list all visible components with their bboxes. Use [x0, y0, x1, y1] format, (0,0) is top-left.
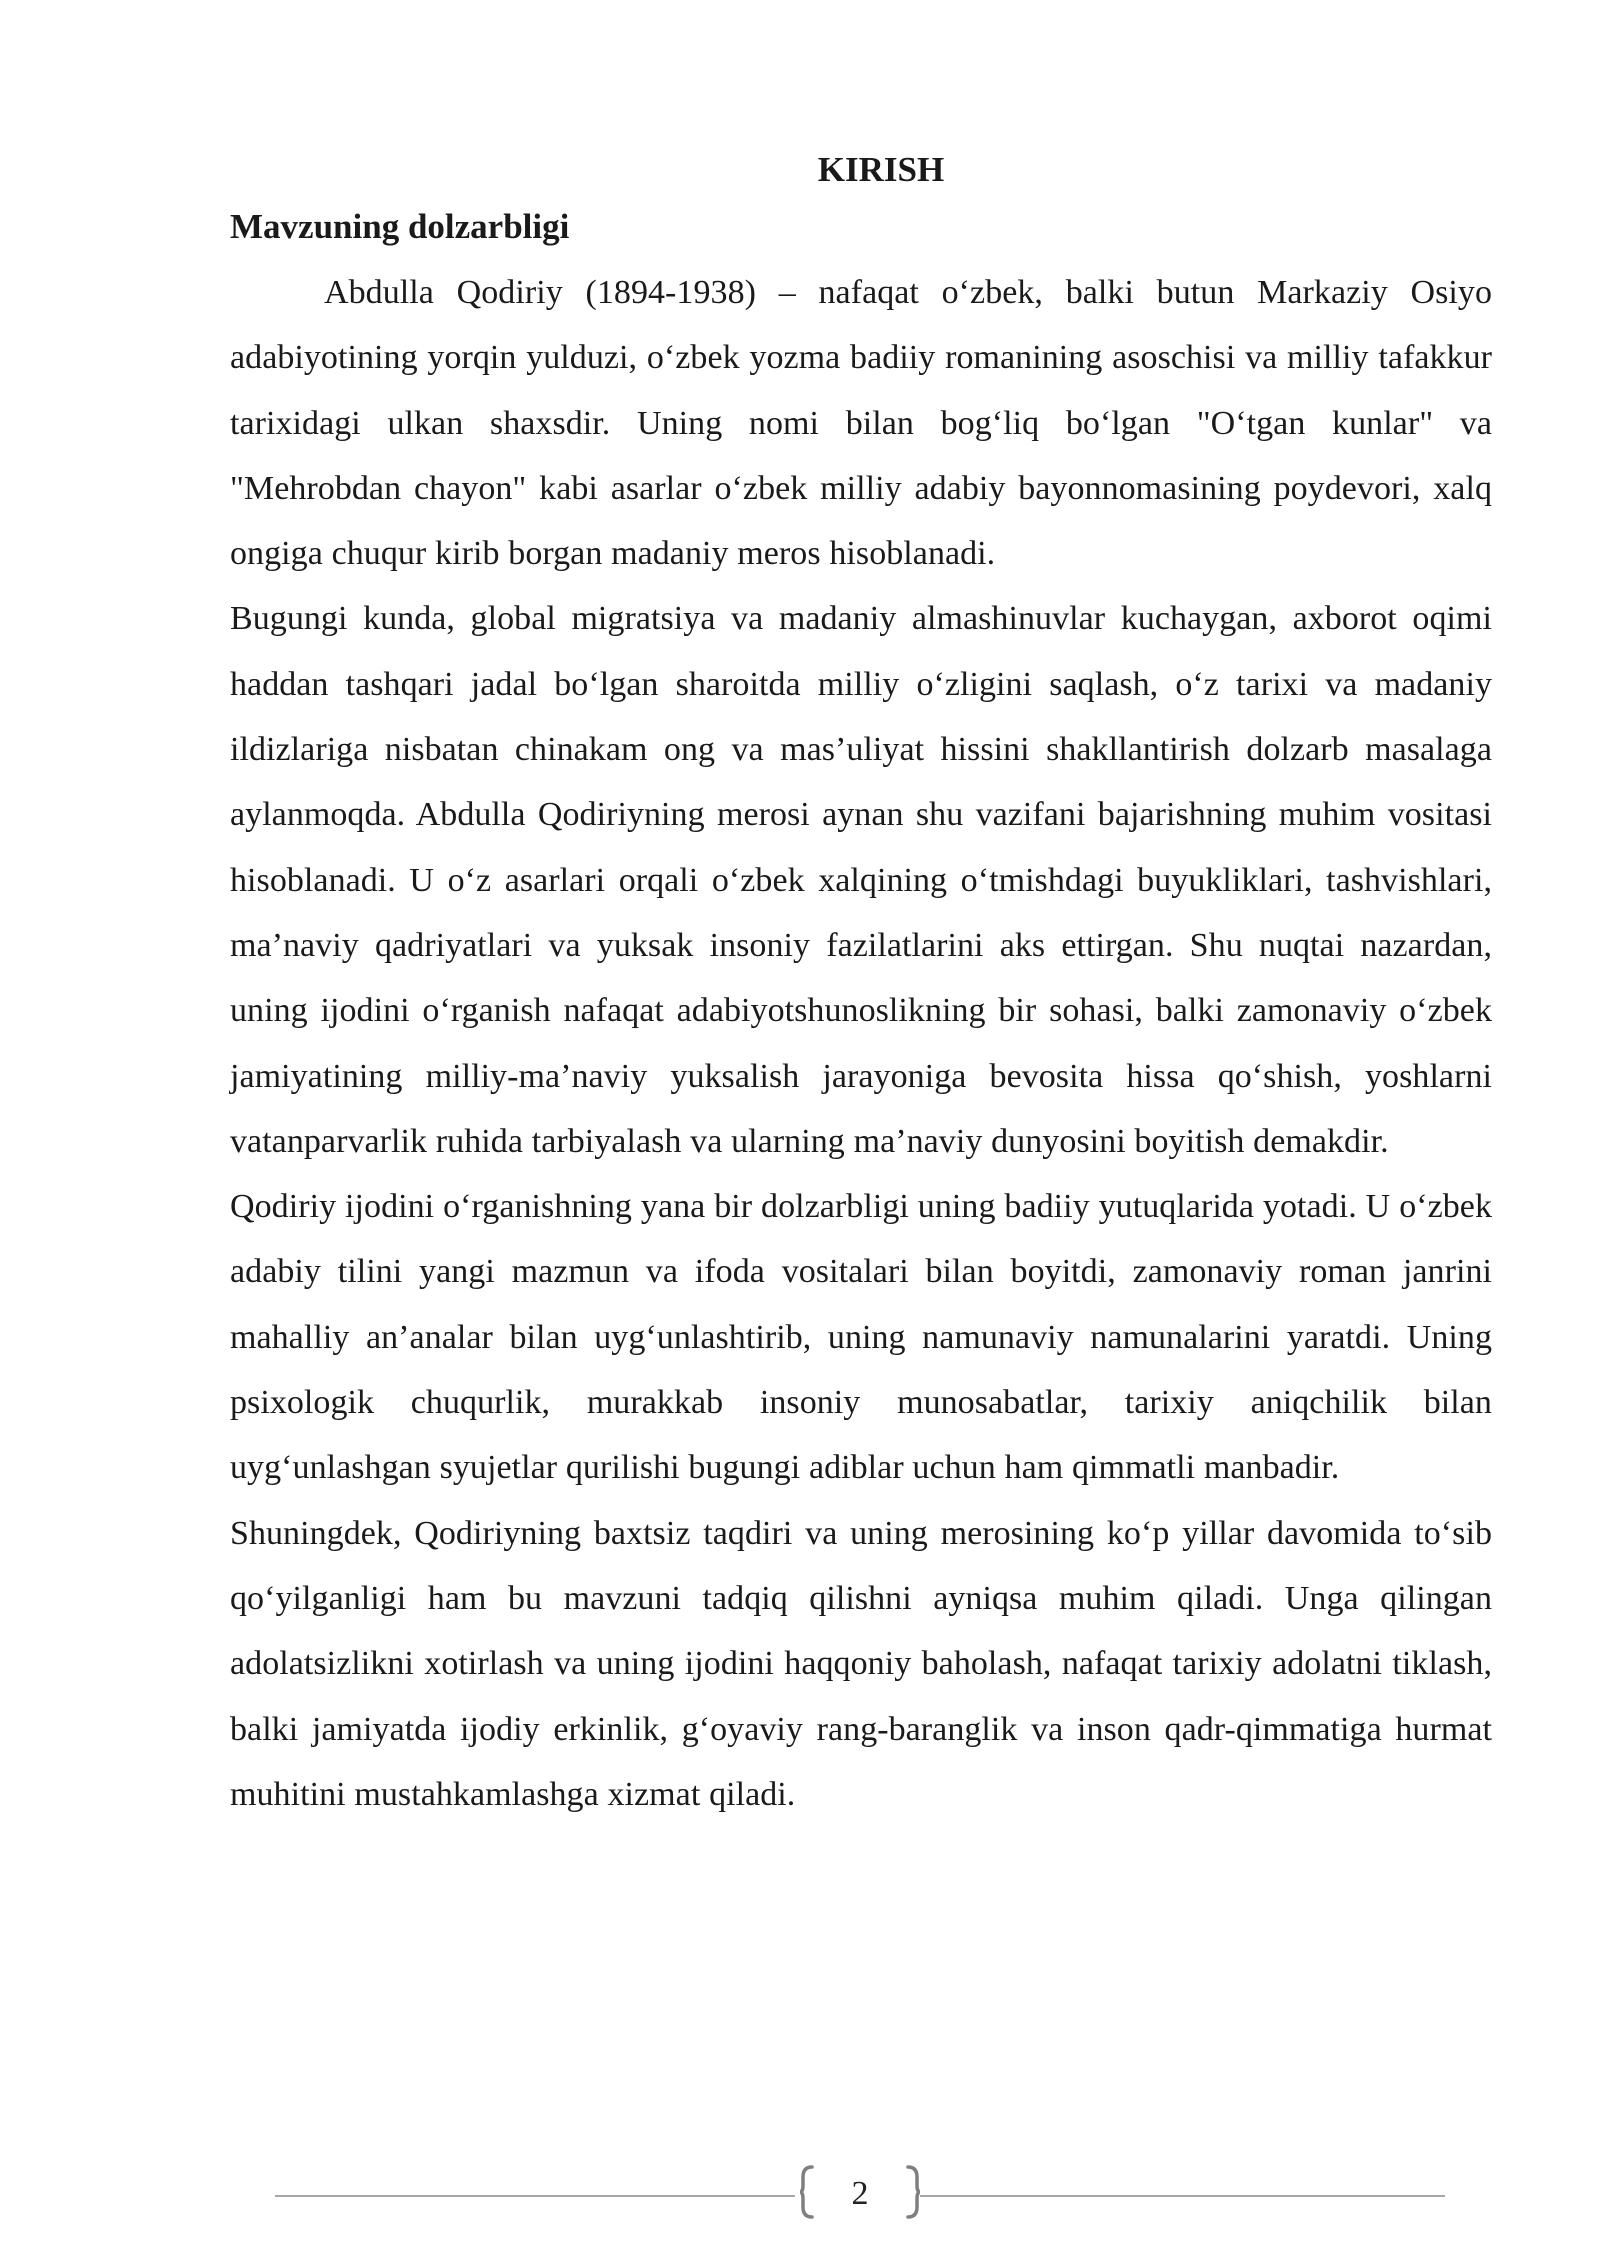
- right-bracket-icon: [905, 2165, 921, 2219]
- footer-rule-right: [920, 2195, 1445, 2197]
- footer-rule-left: [275, 2195, 795, 2197]
- page-content: [230, 140, 1492, 1827]
- page-title: KIRISH: [817, 150, 945, 189]
- paragraph-1: Abdulla Qodiriy (1894-1938) – nafaqat o‘zbek, balki butun Markaziy Osiyo adabiyotining yorqin yulduzi, o‘zbek yozma badiiy romanining asoschisi va milliy tafakkur tarixidagi ulkan shaxsdir. Uning nomi bilan bog‘liq bo‘lgan "O‘tgan kunlar" va "Mehrobdan chayon" kabi asarlar o‘zbek milliy adabiy bayonnomasining poydevori, xalq ongiga chuqur kirib borgan madaniy meros hisoblanadi.: [230, 274, 1492, 573]
- page-number: 2: [851, 2175, 869, 2212]
- paragraph-4: Shuningdek, Qodiriyning baxtsiz taqdiri va uning merosining ko‘p yillar davomida to‘sib qo‘yilganligi ham bu mavzuni tadqiq qilishni ayniqsa muhim qiladi. Unga qilingan adolatsizlikni xotirlash va uning ijodini haqqoniy baholash, nafaqat tarixiy adolatni tiklash, balki jamiyatda ijodiy erkinlik, g‘oyaviy rang-baranglik va inson qadr-qimmatiga hurmat muhitini mustahkamlashga xizmat qiladi.: [230, 1514, 1492, 1813]
- section-subtitle: Mavzuning dolzarbligi: [230, 207, 570, 246]
- paragraph-2: Bugungi kunda, global migratsiya va madaniy almashinuvlar kuchaygan, axborot oqimi haddan tashqari jadal bo‘lgan sharoitda milliy o‘zligini saqlash, o‘z tarixi va madaniy ildizlariga nisbatan chinakam ong va mas’uliyat hissini shakllantirish dolzarb masalaga aylanmoqda. Abdulla Qodiriyning merosi aynan shu vazifani bajarishning muhim vositasi hisoblanadi. U o‘z asarlari orqali o‘zbek xalqining o‘tmishdagi buyukliklari, tashvishlari, ma’naviy qadriyatlari va yuksak insoniy fazilatlarini aks ettirgan. Shu nuqtai nazardan, uning ijodini o‘rganish nafaqat adabiyotshunoslikning bir sohasi, balki zamonaviy o‘zbek jamiyatining milliy-ma’naviy yuksalish jarayoniga bevosita hissa qo‘shish, yoshlarni vatanparvarlik ruhida tarbiyalash va ularning ma’naviy dunyosini boyitish demakdir.: [230, 600, 1492, 1160]
- page-footer: [275, 2161, 1445, 2231]
- left-bracket-icon: [799, 2165, 815, 2219]
- paragraph-3: Qodiriy ijodini o‘rganishning yana bir dolzarbligi uning badiiy yutuqlarida yotadi. U o‘zbek adabiy tilini yangi mazmun va ifoda vositalari bilan boyitdi, zamonaviy roman janrini mahalliy an’analar bilan uyg‘unlashtirib, uning namunaviy namunalarini yaratdi. Uning psixologik chuqurlik, murakkab insoniy munosabatlar, tarixiy aniqchilik bilan uyg‘unlashgan syujetlar qurilishi bugungi adiblar uchun ham qimmatli manbadir.: [230, 1188, 1492, 1487]
